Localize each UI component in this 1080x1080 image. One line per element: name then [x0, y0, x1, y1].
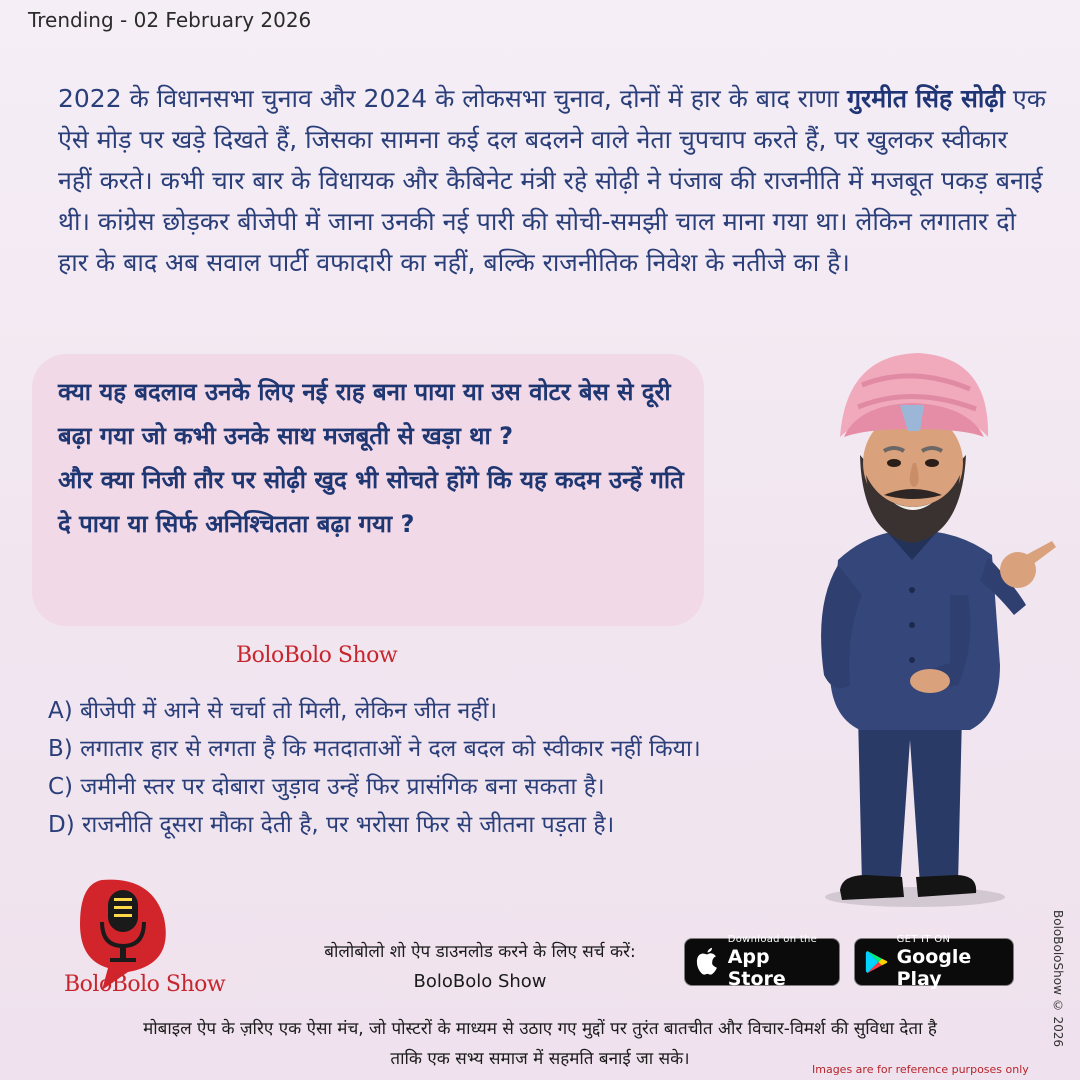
footer-line-1: मोबाइल ऐप के ज़रिए एक ऐसा मंच, जो पोस्टरों के माध्यम से उठाए गए मुद्दों पर तुरंत बातचीत और विचार-विमर्श की सुविधा देता है — [143, 1019, 937, 1039]
politician-name: गुरमीत सिंह सोढ़ी — [846, 84, 1005, 113]
google-play-button[interactable] — [854, 934, 1014, 990]
intro-text-1: 2022 के विधानसभा चुनाव और 2024 के लोकसभा चुनाव, दोनों में हार के बाद राणा — [58, 84, 847, 113]
appstore-label: App Store — [727, 946, 786, 990]
poll-options — [48, 692, 848, 844]
app-store-button[interactable] — [684, 934, 840, 990]
appstore-small-label: Download on the — [727, 934, 818, 945]
download-instruction — [270, 937, 690, 997]
apple-icon — [695, 947, 720, 977]
copyright: BoloBoloShow © 2026 — [1051, 910, 1065, 1048]
trending-date: Trending - 02 February 2026 — [28, 8, 312, 32]
disclaimer: Images are for reference purposes only — [812, 1063, 1029, 1076]
option-d[interactable]: D) राजनीति दूसरा मौका देती है, पर भरोसा फिर से जीतना पड़ता है। — [48, 812, 615, 838]
logo-wordmark: BoloBolo Show — [64, 972, 226, 997]
google-play-icon — [865, 947, 889, 977]
brand-wordmark: BoloBolo Show — [236, 643, 398, 668]
googleplay-small-label: GET IT ON — [896, 934, 951, 945]
googleplay-label: Google Play — [896, 946, 972, 990]
intro-paragraph — [58, 78, 1048, 283]
search-term: BoloBolo Show — [413, 971, 547, 992]
question-text — [58, 370, 698, 546]
caricature-illustration — [800, 345, 1062, 915]
option-c[interactable]: C) जमीनी स्तर पर दोबारा जुड़ाव उन्हें फिर प्रासंगिक बना सकता है। — [48, 774, 605, 800]
footer-line-2: ताकि एक सभ्य समाज में सहमति बनाई जा सके। — [390, 1049, 690, 1069]
question-line-2: और क्या निजी तौर पर सोढ़ी खुद भी सोचते होंगे कि यह कदम उन्हें गति दे पाया या सिर्फ अनिश्चितता बढ़ा गया ? — [58, 466, 684, 538]
intro-text-2: एक ऐसे मोड़ पर खड़े दिखते हैं, जिसका सामना कई दल बदलने वाले नेता चुपचाप करते हैं, पर खुलकर स्वीकार नहीं करते। कभी चार बार के विधायक और कैबिनेट मंत्री रहे सोढ़ी ने पंजाब की राजनीति में मजबूत पकड़ बनाई थी। कांग्रेस छोड़कर बीजेपी में जाना उनकी नई पारी की सोची-समझी चाल माना गया था। लेकिन लगातार दो हार के बाद अब सवाल पार्टी वफादारी का नहीं, बल्कि राजनीतिक निवेश के नतीजे का है। — [58, 84, 1046, 277]
download-instruction-text: बोलोबोलो शो ऐप डाउनलोड करने के लिए सर्च करें: — [324, 942, 636, 962]
question-line-1: क्या यह बदलाव उनके लिए नई राह बना पाया या उस वोटर बेस से दूरी बढ़ा गया जो कभी उनके साथ मजबूती से खड़ा था ? — [58, 378, 671, 450]
option-b[interactable]: B) लगातार हार से लगता है कि मतदाताओं ने दल बदल को स्वीकार नहीं किया। — [48, 736, 701, 762]
option-a[interactable]: A) बीजेपी में आने से चर्चा तो मिली, लेकिन जीत नहीं। — [48, 698, 498, 724]
